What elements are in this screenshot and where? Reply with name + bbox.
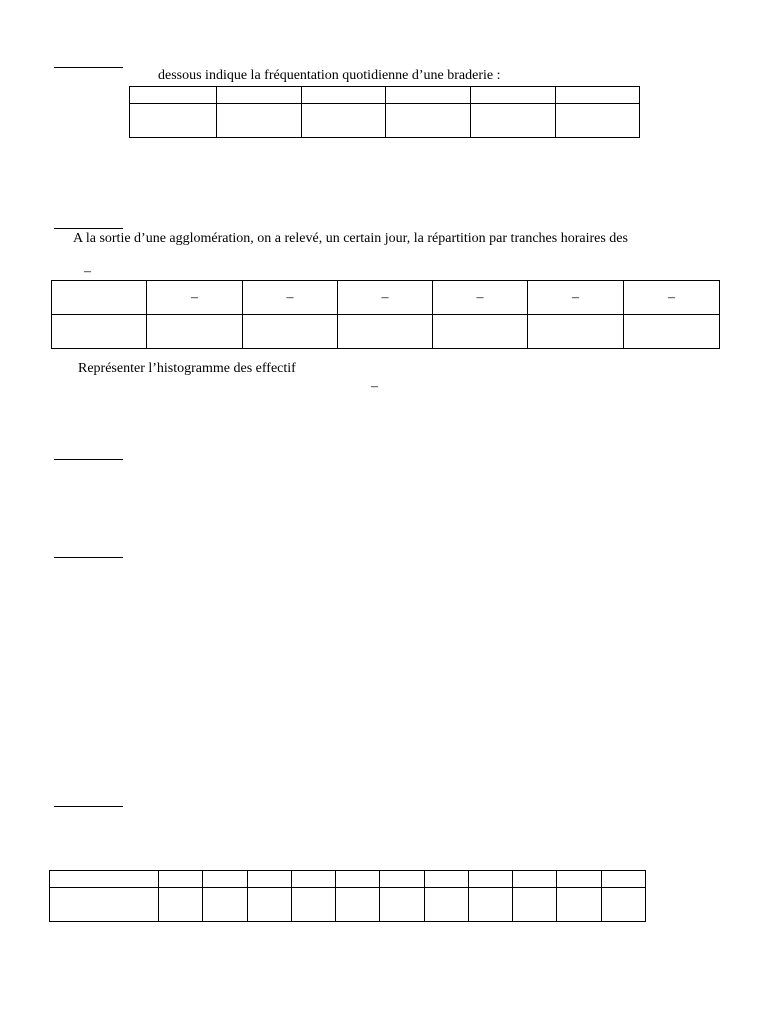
table-cell <box>624 315 720 349</box>
exercise-5-title-underline <box>54 806 123 807</box>
table-cell <box>147 315 243 349</box>
instruction-dash: – <box>371 379 378 394</box>
table-cell <box>248 871 292 888</box>
table-cell <box>471 104 556 138</box>
exercise-4-title-underline <box>54 557 123 558</box>
table-cell <box>203 871 248 888</box>
traffic-table <box>51 280 720 349</box>
exercise-1-title-underline <box>54 67 123 68</box>
table-row <box>130 104 640 138</box>
table-cell: – <box>433 281 528 315</box>
table-cell <box>602 871 646 888</box>
table-cell <box>513 871 557 888</box>
table-cell <box>130 87 217 104</box>
table-cell <box>217 87 302 104</box>
histogram-instruction: Représenter l’histogramme des effectif <box>78 361 296 376</box>
table-cell <box>528 315 624 349</box>
table-cell <box>50 871 159 888</box>
table-cell: – <box>147 281 243 315</box>
table-cell <box>380 871 425 888</box>
table-cell <box>556 87 640 104</box>
table-cell <box>469 871 513 888</box>
table-cell <box>243 315 338 349</box>
table-cell <box>159 888 203 922</box>
table-cell <box>386 87 471 104</box>
table-cell <box>380 888 425 922</box>
exercise-3-title-underline <box>54 459 123 460</box>
table-cell <box>425 888 469 922</box>
table-cell <box>248 888 292 922</box>
table-cell <box>52 281 147 315</box>
table-row <box>130 87 640 104</box>
table-cell <box>203 888 248 922</box>
table-cell <box>556 104 640 138</box>
table-cell: – <box>624 281 720 315</box>
table-cell <box>292 888 336 922</box>
table-cell <box>50 888 159 922</box>
table-cell <box>557 871 602 888</box>
data-table <box>49 870 646 922</box>
table-cell <box>557 888 602 922</box>
table-cell <box>217 104 302 138</box>
table-cell: – <box>528 281 624 315</box>
table-cell <box>386 104 471 138</box>
exercise-1-intro: dessous indique la fréquentation quotidienne d’une braderie : <box>158 68 501 83</box>
table-cell: – <box>338 281 433 315</box>
table-cell <box>336 871 380 888</box>
table-cell <box>513 888 557 922</box>
table-cell <box>425 871 469 888</box>
exercise-2-title-underline <box>54 228 123 229</box>
table-cell <box>302 87 386 104</box>
table-cell <box>52 315 147 349</box>
braderie-table <box>129 86 640 138</box>
table-cell <box>471 87 556 104</box>
table-cell <box>602 888 646 922</box>
table-row <box>52 315 720 349</box>
table-row <box>50 871 646 888</box>
dash-mark: – <box>84 264 91 279</box>
table-cell <box>469 888 513 922</box>
table-cell <box>336 888 380 922</box>
table-cell <box>292 871 336 888</box>
table-cell: – <box>243 281 338 315</box>
table-cell <box>433 315 528 349</box>
table-cell <box>302 104 386 138</box>
table-row <box>50 888 646 922</box>
table-cell <box>159 871 203 888</box>
table-row <box>52 281 720 315</box>
table-cell <box>338 315 433 349</box>
table-cell <box>130 104 217 138</box>
exercise-2-intro: A la sortie d’une agglomération, on a relevé, un certain jour, la répartition par tranches horaires des <box>73 231 628 246</box>
